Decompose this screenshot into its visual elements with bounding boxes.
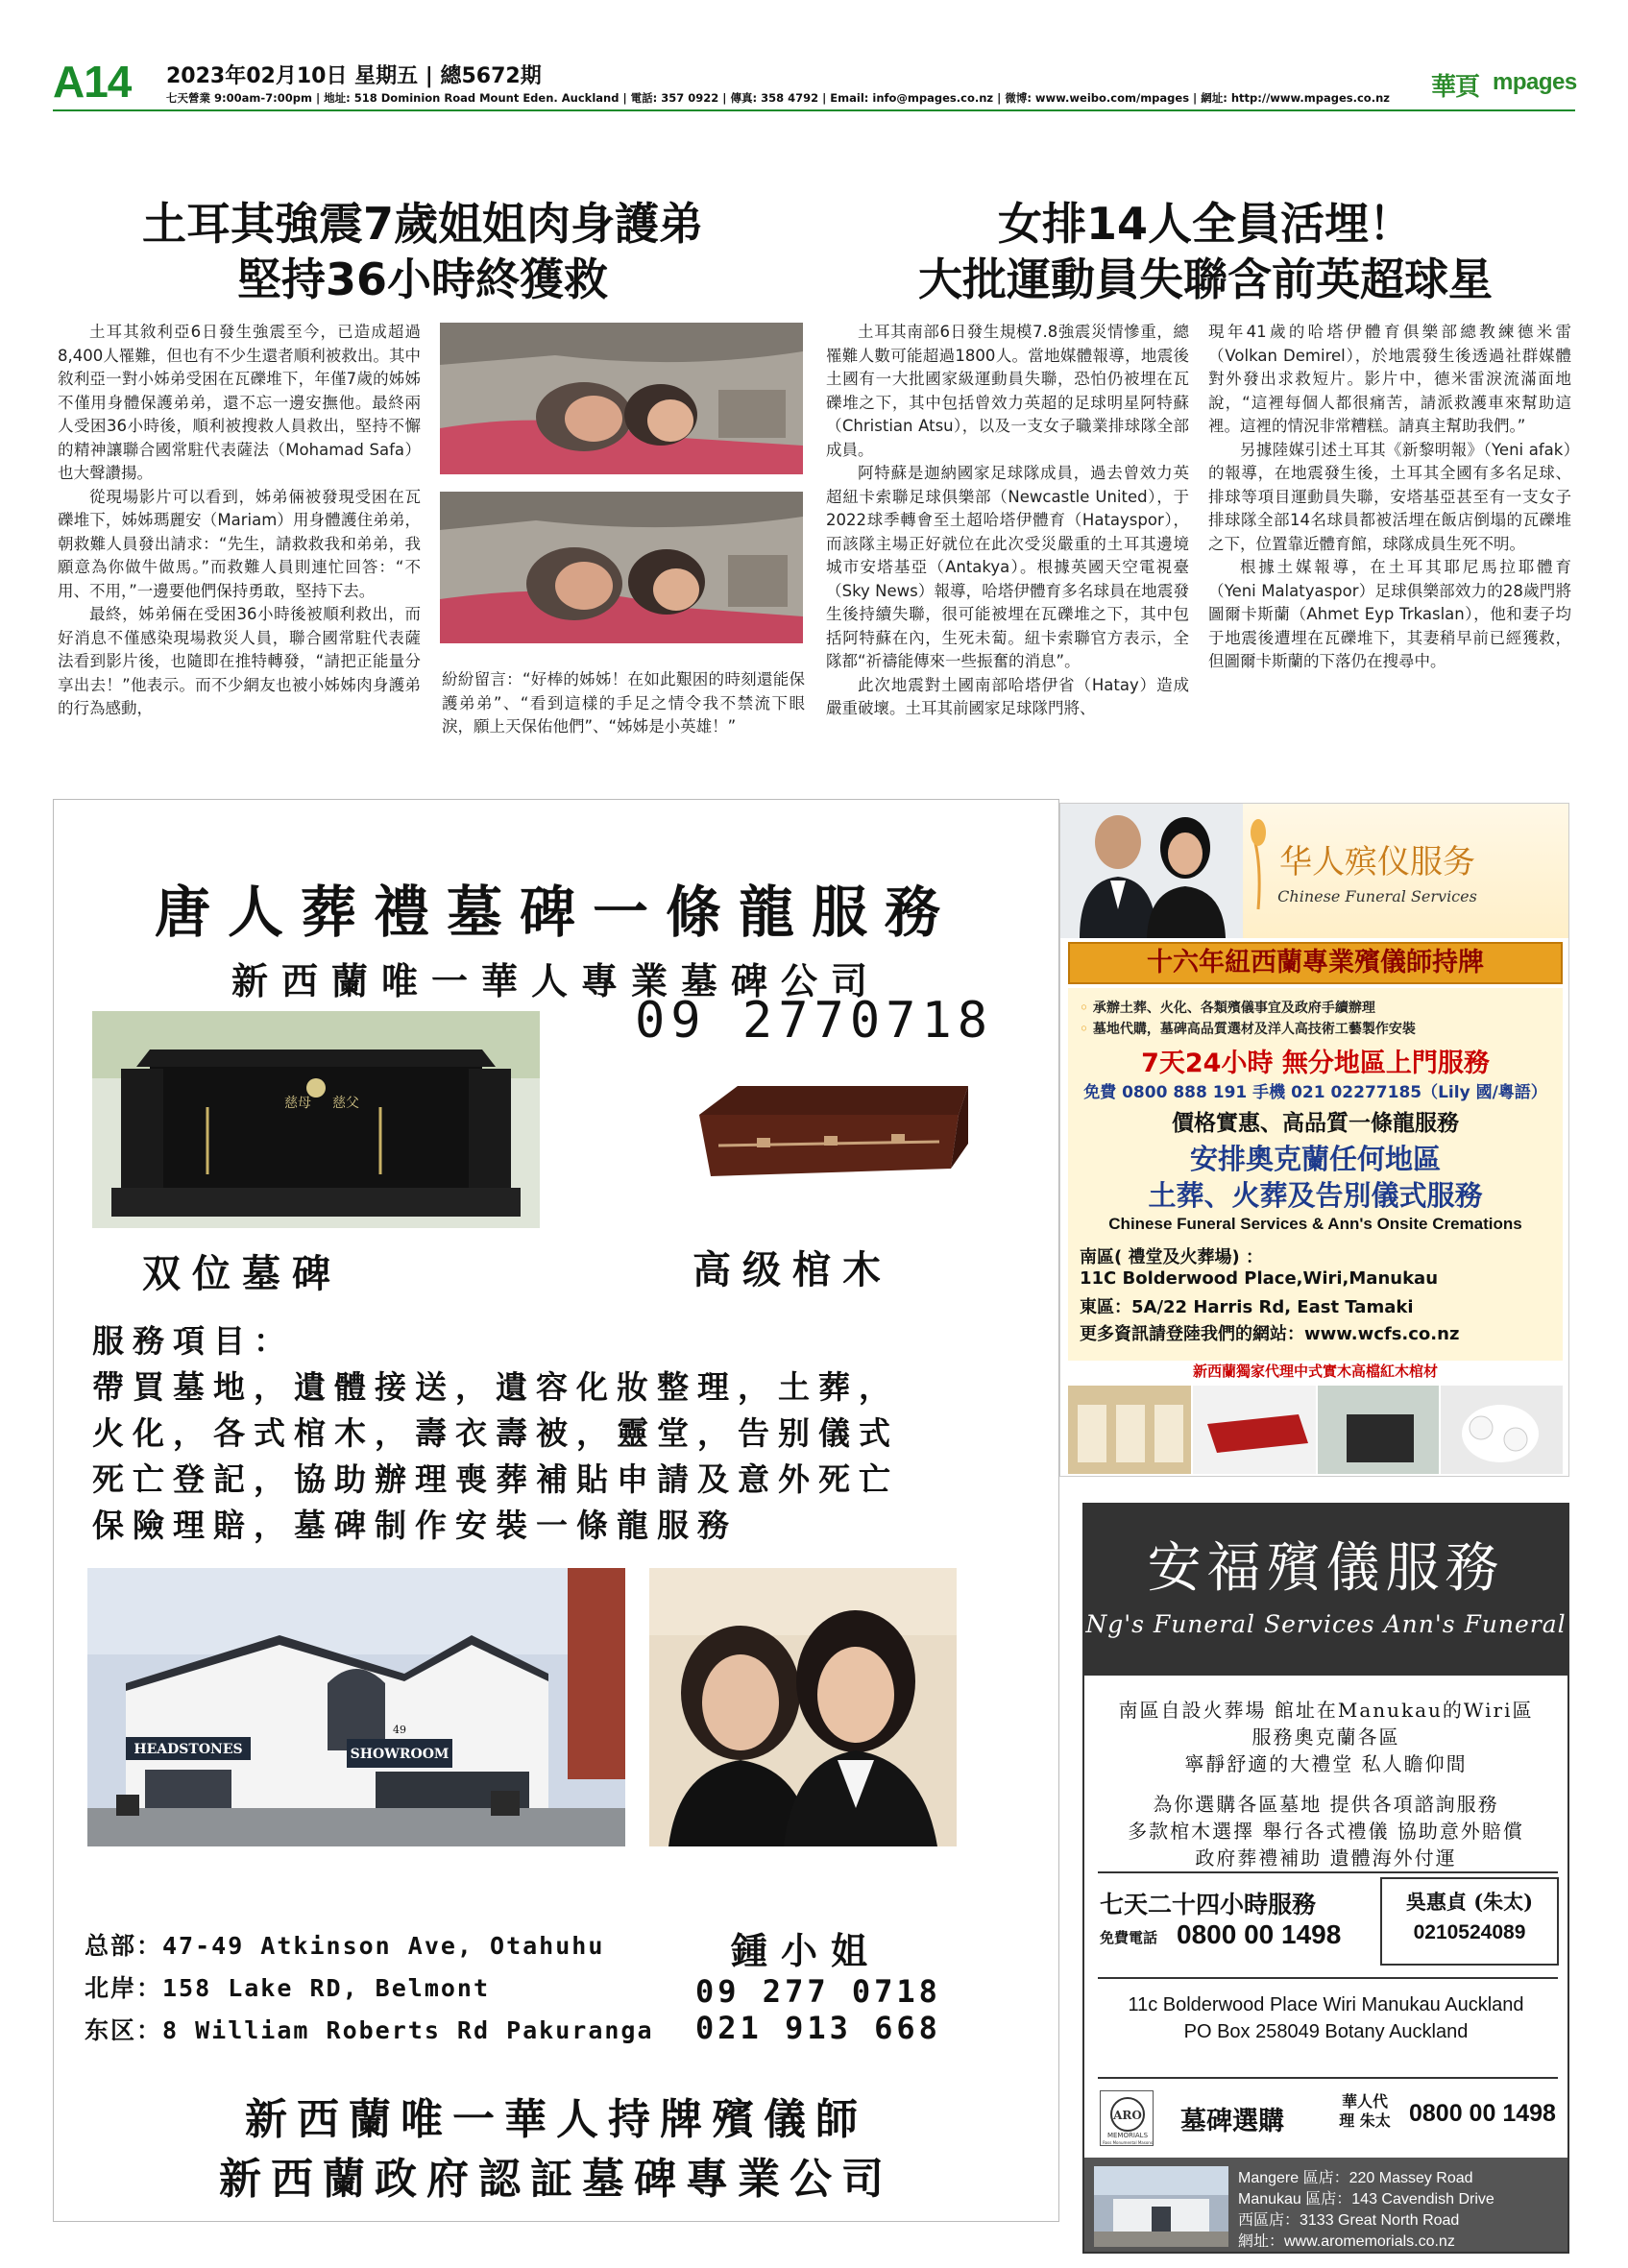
contact-name: 鍾小姐 <box>731 1929 882 1972</box>
cfs-tagline: 價格實惠、高品質一條龍服務 <box>1172 1111 1459 1136</box>
chinese-funeral-services-ad <box>1059 803 1569 1477</box>
tang-ad-subtitle: 新西蘭唯一華人專業墓碑公司 <box>231 959 881 1002</box>
tang-phone: 09 2770718 <box>635 992 994 1050</box>
ng-divider <box>1098 2077 1558 2079</box>
tombstone-caption: 双位墓碑 <box>142 1251 342 1296</box>
tang-footer-line2: 新西蘭政府認証墓碑專業公司 <box>219 2155 893 2204</box>
cfs-brand-cn: 华人殡仪服务 <box>1279 843 1475 881</box>
article2-headline-line2: 大批運動員失聯含前英超球星 <box>918 253 1493 305</box>
services-line: 保險理賠，墓碑制作安裝一條龍服務 <box>92 1507 738 1544</box>
publisher-info: 七天營業 9:00am-7:00pm | 地址: 518 Dominion Road Mount Eden. Auckland | 電話: 357 0922 | 傳真: 358 4792 | Email: info@mpages.co.nz | 微博: www.weibo.com/mpages | 網址: http://www.mpages.co.nz <box>166 91 1390 105</box>
contact-phone-1: 09 277 0718 <box>695 1973 941 2010</box>
aro-logo-text: ARO <box>1113 2109 1142 2122</box>
article1-paragraph: 從現場影片可以看到，姊弟倆被發現受困在瓦礫堆下，姊姊瑪麗安（Mariam）用身體護住弟弟，朝救難人員發出請求：“先生，請救救我和弟弟，我願意為你做牛做馬。”而救難人員則連忙回答：“不用、不用，”一邊要他們保持勇敢，堅持下去。 <box>58 487 421 600</box>
double-tombstone-image <box>92 1011 540 1228</box>
cfs-english-name: Chinese Funeral Services & Ann's Onsite Cremations <box>1108 1215 1522 1233</box>
ng-title: 安福殯儀服務 <box>1147 1537 1505 1600</box>
ng-divider <box>1098 1871 1558 1873</box>
aro-logo-art <box>1101 2091 1154 2147</box>
cfs-header <box>1060 804 1569 938</box>
aro-phone: 0800 00 1498 <box>1409 2100 1556 2127</box>
cfs-address-east: 東區：5A/22 Harris Rd, East Tamaki <box>1080 1297 1414 1317</box>
ng-address-line1: 11c Bolderwood Place Wiri Manukau Auckland <box>1128 1994 1524 2015</box>
cfs-bullet-text: 承辦土葬、火化、各類殯儀事宜及政府手續辦理 <box>1092 1001 1375 1016</box>
article2-paragraph: 此次地震對土國南部哈塔伊省（Hatay）造成嚴重破壞。土耳其前國家足球隊門將、 <box>826 675 1189 717</box>
tang-funeral-ad <box>53 799 1059 2222</box>
cfs-bullet-text: 墓地代購，墓碑高品質選材及洋人高技術工藝製作安裝 <box>1092 1022 1416 1037</box>
address-hq: 总部：47-49 Atkinson Ave, Otahuhu <box>85 1932 605 1960</box>
article2-headline-line1: 女排14人全員活埋！ <box>997 198 1413 250</box>
ng-contact-box <box>1380 1877 1559 1966</box>
services-heading: 服務項目： <box>92 1322 294 1360</box>
rescue-photo-1 <box>440 323 803 474</box>
aro-logo-tag: Ross Monumental Masons <box>1103 2140 1153 2145</box>
rescue-photo-2-art <box>440 492 803 643</box>
article2-paragraph: 阿特蘇是迦納國家足球隊成員，過去曾效力英超紐卡索聯足球俱樂部（Newcastle United），于2022球季轉會至土超哈塔伊體育（Hatayspor），而該隊主場正好就位在此次受災嚴重的土耳其邊境城市安塔基亞（Antakya）。根據英國天空電視臺（Sky News）報導，哈塔伊體育多名球員在地震發生後持續失聯，很可能被埋在瓦礫堆之下，其中包括阿特蘇在內，生死未蔔。紐卡索聯官方表示，全隊都“祈禱能傳來一些振奮的消息”。 <box>826 464 1189 670</box>
cfs-photo-strip-art <box>1068 1386 1563 1474</box>
logo-english: mpages <box>1493 69 1577 95</box>
article2-paragraph: 根據土媒報導，在土耳其耶尼馬拉耶體育（Yeni Malatyaspor）足球俱樂部效力的28歲門將圖爾卡斯蘭（Ahmet Eyp Trkaslan），他和妻子均于地震後遭埋在瓦礫堆下，其妻稍早前已經獲救，但圖爾卡斯蘭的下落仍在搜尋中。 <box>1208 558 1571 670</box>
article1-headline-line1: 土耳其強震7歲姐姐肉身護弟 <box>141 198 703 250</box>
services-line: 死亡登記，協助辦理喪葬補貼申請及意外死亡 <box>92 1460 899 1498</box>
ng-address-line2: PO Box 258049 Botany Auckland <box>1183 2021 1469 2042</box>
cfs-website: 更多資訊請登陸我們的網站：www.wcfs.co.nz <box>1080 1324 1460 1344</box>
ng-store-manukau: Manukau 區店：143 Cavendish Drive <box>1238 2191 1494 2208</box>
article1-column1 <box>58 321 421 721</box>
cfs-address-south: 11C Bolderwood Place,Wiri,Manukau <box>1080 1268 1439 1289</box>
article1-paragraph: 土耳其敘利亞6日發生強震至今，已造成超過8,400人罹難，但也有不少生還者順利被救出。其中敘利亞一對小姊弟受困在瓦礫堆下，年僅7歲的姊姊不僅用身體保護弟弟，還不忘一邊安撫他。最終兩人受困36小時後，順利被搜救人員救出，堅持不懈的精神讓聯合國常駐代表薩法（Mohamad Safa）也大聲讚揚。 <box>58 323 421 482</box>
page-header <box>53 56 1575 113</box>
ng-contact-phone: 0210524089 <box>1413 1921 1526 1943</box>
headstones-sign: HEADSTONES <box>134 1742 243 1757</box>
article2-paragraph: 現年41歲的哈塔伊體育俱樂部總教練德米雷（Volkan Demirel），於地震發生後透過社群媒體對外發出求救短片。影片中，德米雷淚流滿面地說，“這裡每個人都很痛苦，請派救護車來幫助這裡。這裡的情況非常糟糕。請真主幫助我們。” <box>1208 323 1571 435</box>
article2-headline <box>840 196 1570 307</box>
cfs-phone-line: 免費 0800 888 191 手機 021 02277185（Lily 國/粵語） <box>1083 1083 1547 1102</box>
ng-text-line: 多款棺木選擇 舉行各式禮儀 協助意外賠償 <box>1128 1820 1524 1843</box>
cfs-24h-service: 7天24小時 無分地區上門服務 <box>1141 1049 1490 1078</box>
cfs-band: 十六年紐西蘭專業殯儀師持牌 <box>1068 942 1563 984</box>
showroom-number: 49 <box>393 1724 406 1736</box>
logo-chinese: 華頁 <box>1431 73 1480 102</box>
address-east: 东区：8 William Roberts Rd Pakuranga <box>85 2016 654 2044</box>
ng-24h-service: 七天二十四小時服務 <box>1100 1891 1317 1918</box>
ng-freecall-number: 0800 00 1498 <box>1177 1919 1342 1949</box>
tang-footer-line1: 新西蘭唯一華人持牌殯儀師 <box>245 2095 867 2144</box>
ng-store-mangere: Mangere 區店：220 Massey Road <box>1238 2170 1473 2186</box>
tombstone-art <box>92 1011 540 1228</box>
issue-date: 2023年02月10日 星期五 | 總5672期 <box>166 64 542 88</box>
article2-paragraph: 土耳其南部6日發生規模7.8強震災情慘重，總罹難人數可能超過1800人。當地媒體報導，地震後土國有一大批國家級運動員失聯，恐怕仍被埋在瓦礫堆之下，其中包括曾效力英超的足球明星阿特蘇（Christian Atsu），以及一支女子職業排球隊全部成員。 <box>826 323 1189 459</box>
services-line: 火化，各式棺木，壽衣壽被，靈堂，告别儀式 <box>92 1414 899 1452</box>
ng-title-en: Ng's Funeral Services Ann's Funeral <box>1085 1610 1567 1638</box>
ng-freecall-label: 免費電話 <box>1100 1929 1158 1946</box>
coffin-art <box>680 1076 978 1190</box>
ng-text-line: 寧靜舒適的大禮堂 私人瞻仰間 <box>1184 1752 1468 1775</box>
showroom-art <box>87 1568 625 1846</box>
aro-agent: 華人代理 朱太 <box>1339 2092 1391 2130</box>
cfs-photo-strip <box>1068 1386 1563 1474</box>
cfs-address-label: 南區( 禮堂及火葬場) ： <box>1080 1247 1263 1267</box>
cfs-area-line2: 土葬、火葬及告別儀式服務 <box>1148 1179 1483 1212</box>
ng-divider <box>1098 1977 1558 1979</box>
ng-text-line: 服務奧克蘭各區 <box>1251 1725 1400 1749</box>
ng-store-west: 西區店：3133 Great North Road <box>1238 2212 1460 2229</box>
cfs-brand-en: Chinese Funeral Services <box>1277 887 1477 905</box>
aro-store-photo <box>1094 2166 1228 2247</box>
ng-text-line: 政府葬禮補助 遺體海外付運 <box>1195 1846 1457 1870</box>
cfs-exclusive-agent: 新西蘭獨家代理中式實木高檔紅木棺材 <box>1068 1361 1563 1382</box>
address-north-shore: 北岸：158 Lake RD, Belmont <box>85 1974 491 2002</box>
staff-photo <box>649 1568 957 1846</box>
aro-headstone-text: 墓碑選購 <box>1180 2107 1284 2136</box>
cfs-header-art <box>1060 804 1569 938</box>
ng-text-line: 為你選購各區墓地 提供各項諮詢服務 <box>1153 1793 1499 1816</box>
article2-paragraph: 另據陸媒引述土耳其《新黎明報》（Yeni afak）的報導，在地震發生後，土耳其全國有多名足球、排球等項目運動員失聯，安塔基亞甚至有一支女子排球隊全部14名球員都被活埋在飯店倒塌的瓦礫堆之下，位置靠近體育館，球隊成員生死不明。 <box>1208 440 1571 553</box>
mpages-logo <box>1431 67 1575 106</box>
cfs-body <box>1068 988 1563 1382</box>
page-number: A14 <box>53 57 132 107</box>
coffin-caption: 高级棺木 <box>693 1247 892 1292</box>
article1-column2 <box>442 668 805 739</box>
contact-phone-2: 021 913 668 <box>695 2010 941 2046</box>
article1-headline-line2: 堅持36小時終獲救 <box>236 253 608 305</box>
staff-photo-art <box>649 1568 957 1846</box>
article1-paragraph: 最終，姊弟倆在受困36小時後被順利救出，而好消息不僅感染現場救災人員，聯合國常駐代表薩法看到影片後，也隨即在推特轉發，“請把正能量分享出去！”他表示。而不少網友也被小姊姊肉身護弟的行為感動， <box>58 605 421 717</box>
aro-memorials-logo <box>1100 2090 1154 2146</box>
cfs-bullet: ◦ 墓地代購，墓碑高品質選材及洋人高技術工藝製作安裝 <box>1080 1022 1416 1037</box>
article2-column1 <box>826 321 1189 721</box>
tomb-text-mother: 慈母 <box>284 1096 311 1111</box>
article2-column2 <box>1208 321 1571 674</box>
ng-contact-name: 吳惠貞 (朱太) <box>1405 1890 1534 1914</box>
ngs-funeral-ad <box>1082 1503 1569 2254</box>
cfs-area-line1: 安排奧克蘭任何地區 <box>1189 1143 1441 1175</box>
services-line: 帶買墓地，遺體接送，遺容化妝整理，土葬， <box>92 1368 899 1406</box>
tomb-text-father: 慈父 <box>332 1096 359 1111</box>
ng-store-website: 網址：www.aromemorials.co.nz <box>1238 2233 1455 2250</box>
ng-footer <box>1084 2158 1567 2254</box>
showroom-sign: SHOWROOM <box>350 1747 450 1762</box>
article1-paragraph: 紛紛留言：“好棒的姊姊！在如此艱困的時刻還能保護弟弟”、“看到這樣的手足之情令我不禁流下眼淚，願上天保佑他們”、“姊姊是小英雄！” <box>442 670 805 736</box>
rescue-photo-1-art <box>440 323 803 474</box>
aro-logo-sub: MEMORIALS <box>1106 2132 1149 2139</box>
header-rule <box>53 109 1575 111</box>
cfs-bullet: ◦ 承辦土葬、火化、各類殯儀事宜及政府手續辦理 <box>1080 1001 1375 1016</box>
ng-text-line: 南區自設火葬場 館址在Manukau的Wiri區 <box>1118 1699 1534 1722</box>
showroom-photo <box>87 1568 625 1846</box>
tang-ad-title: 唐人葬禮墓碑一條龍服務 <box>154 880 958 945</box>
ng-header <box>1084 1505 1567 1676</box>
article1-headline <box>77 196 768 307</box>
rescue-photo-2 <box>440 492 803 643</box>
coffin-image <box>680 1076 978 1190</box>
